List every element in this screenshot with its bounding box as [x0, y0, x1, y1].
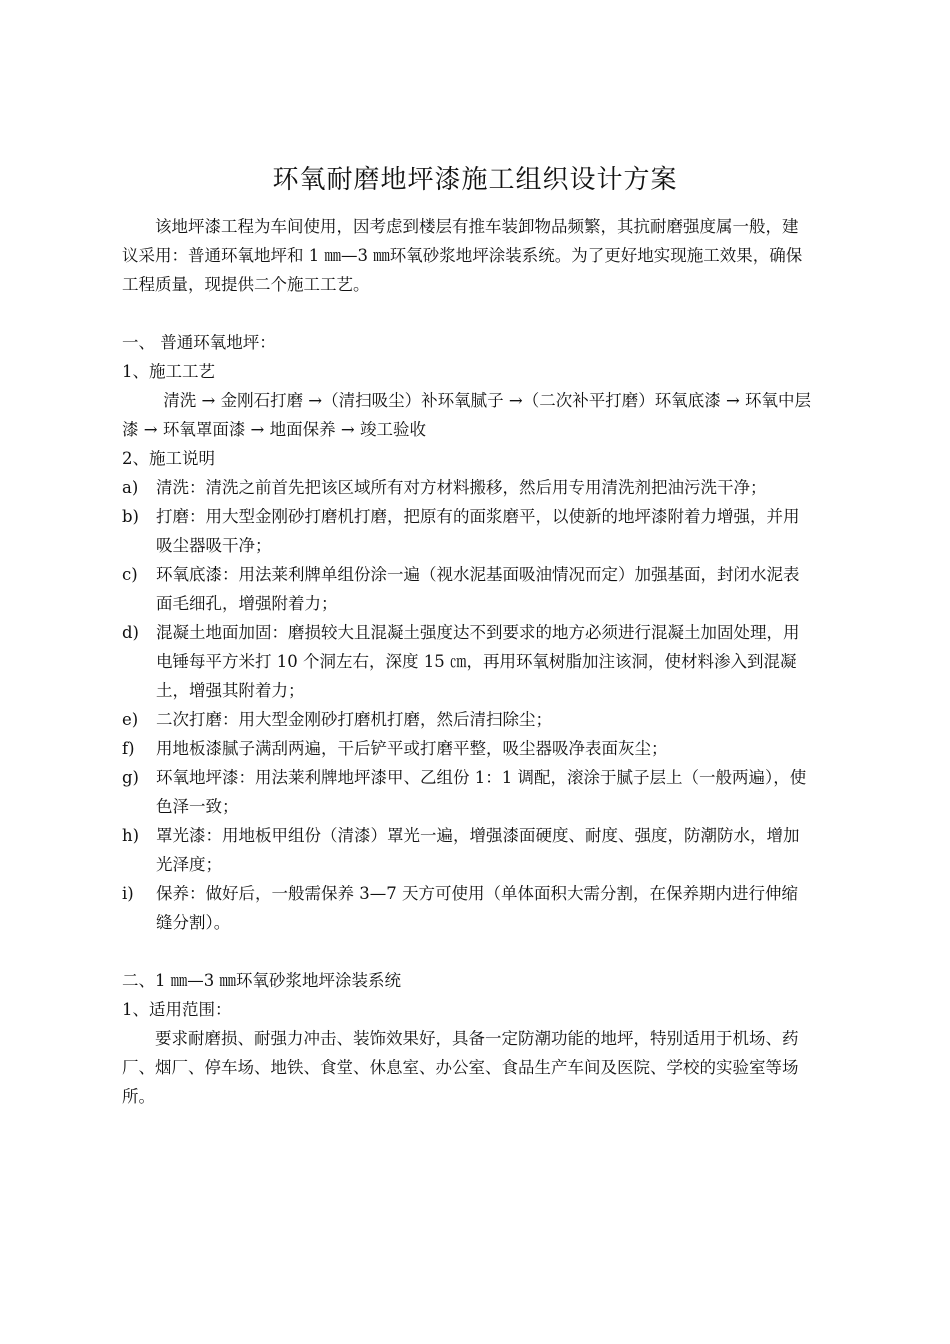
- list-marker: f): [122, 739, 135, 758]
- list-marker: d): [122, 623, 139, 642]
- list-item: [122, 473, 814, 502]
- section1-heading: 一、 普通环氧地坪：: [122, 333, 276, 352]
- intro-paragraph: 该地坪漆工程为车间使用，因考虑到楼层有推车装卸物品频繁，其抗耐磨强度属一般，建议采用：普通环氧地坪和 1 ㎜—3 ㎜环氧砂浆地坪涂装系统。为了更好地实现施工效果，确保工程质量，现提供二个施工工艺。: [122, 217, 803, 294]
- list-text: 二次打磨：用大型金刚砂打磨机打磨，然后清扫除尘；: [156, 710, 552, 729]
- document-title: 环氧耐磨地坪漆施工组织设计方案: [272, 165, 678, 195]
- section1-sub1-heading: 1、施工工艺: [122, 362, 215, 381]
- list-text: 保养：做好后，一般需保养 3—7 天方可使用（单体面积大需分割，在保养期内进行伸缩缝分割）。: [156, 884, 798, 932]
- list-marker: b): [122, 507, 139, 526]
- section2-sub1-heading: 1、适用范围：: [122, 1000, 232, 1019]
- list-text: 环氧底漆：用法莱利牌单组份涂一遍（视水泥基面吸油情况而定）加强基面，封闭水泥表面毛细孔，增强附着力；: [156, 565, 800, 613]
- list-item: [122, 879, 814, 937]
- blank-line: [122, 299, 814, 328]
- list-text: 用地板漆腻子满刮两遍，干后铲平或打磨平整，吸尘器吸净表面灰尘；: [156, 739, 668, 758]
- section2-heading: 二、1 ㎜—3 ㎜环氧砂浆地坪涂装系统: [122, 971, 401, 990]
- list-marker: h): [122, 826, 140, 845]
- document-body: [122, 212, 814, 1111]
- blank-line: [122, 937, 814, 966]
- list-text: 混凝土地面加固：磨损较大且混凝土强度达不到要求的地方必须进行混凝土加固处理，用电锤每平方米打 10 个洞左右，深度 15 ㎝，再用环氧树脂加注该洞，使材料渗入到混凝土，增强其附着力；: [156, 623, 800, 700]
- list-text: 罩光漆：用地板甲组份（清漆）罩光一遍，增强漆面硬度、耐度、强度，防潮防水，增加光泽度；: [156, 826, 800, 874]
- construction-notes-list: [122, 473, 814, 937]
- list-item: [122, 734, 814, 763]
- list-marker: a): [122, 478, 139, 497]
- list-item: [122, 502, 814, 560]
- list-text: 环氧地坪漆：用法莱利牌地坪漆甲、乙组份 1：1 调配，滚涂于腻子层上（一般两遍），使色泽一致；: [156, 768, 807, 816]
- list-marker: i): [122, 884, 134, 903]
- list-marker: g): [122, 768, 139, 787]
- list-marker: c): [122, 565, 138, 584]
- process-flow: 清洗 → 金刚石打磨 →（清扫吸尘）补环氧腻子 →（二次补平打磨）环氧底漆 → 环氧中层漆 → 环氧罩面漆 → 地面保养 → 竣工验收: [122, 391, 812, 439]
- list-item: [122, 618, 814, 705]
- list-item: [122, 763, 814, 821]
- list-item: [122, 560, 814, 618]
- list-item: [122, 705, 814, 734]
- scope-paragraph: 要求耐磨损、耐强力冲击、装饰效果好，具备一定防潮功能的地坪，特别适用于机场、药厂、烟厂、停车场、地铁、食堂、休息室、办公室、食品生产车间及医院、学校的实验室等场所。: [122, 1029, 799, 1106]
- list-text: 打磨：用大型金刚砂打磨机打磨，把原有的面浆磨平，以使新的地坪漆附着力增强，并用吸尘器吸干净；: [156, 507, 800, 555]
- list-item: [122, 821, 814, 879]
- list-marker: e): [122, 710, 139, 729]
- list-text: 清洗：清洗之前首先把该区域所有对方材料搬移，然后用专用清洗剂把油污洗干净；: [156, 478, 767, 497]
- section1-sub2-heading: 2、施工说明: [122, 449, 215, 468]
